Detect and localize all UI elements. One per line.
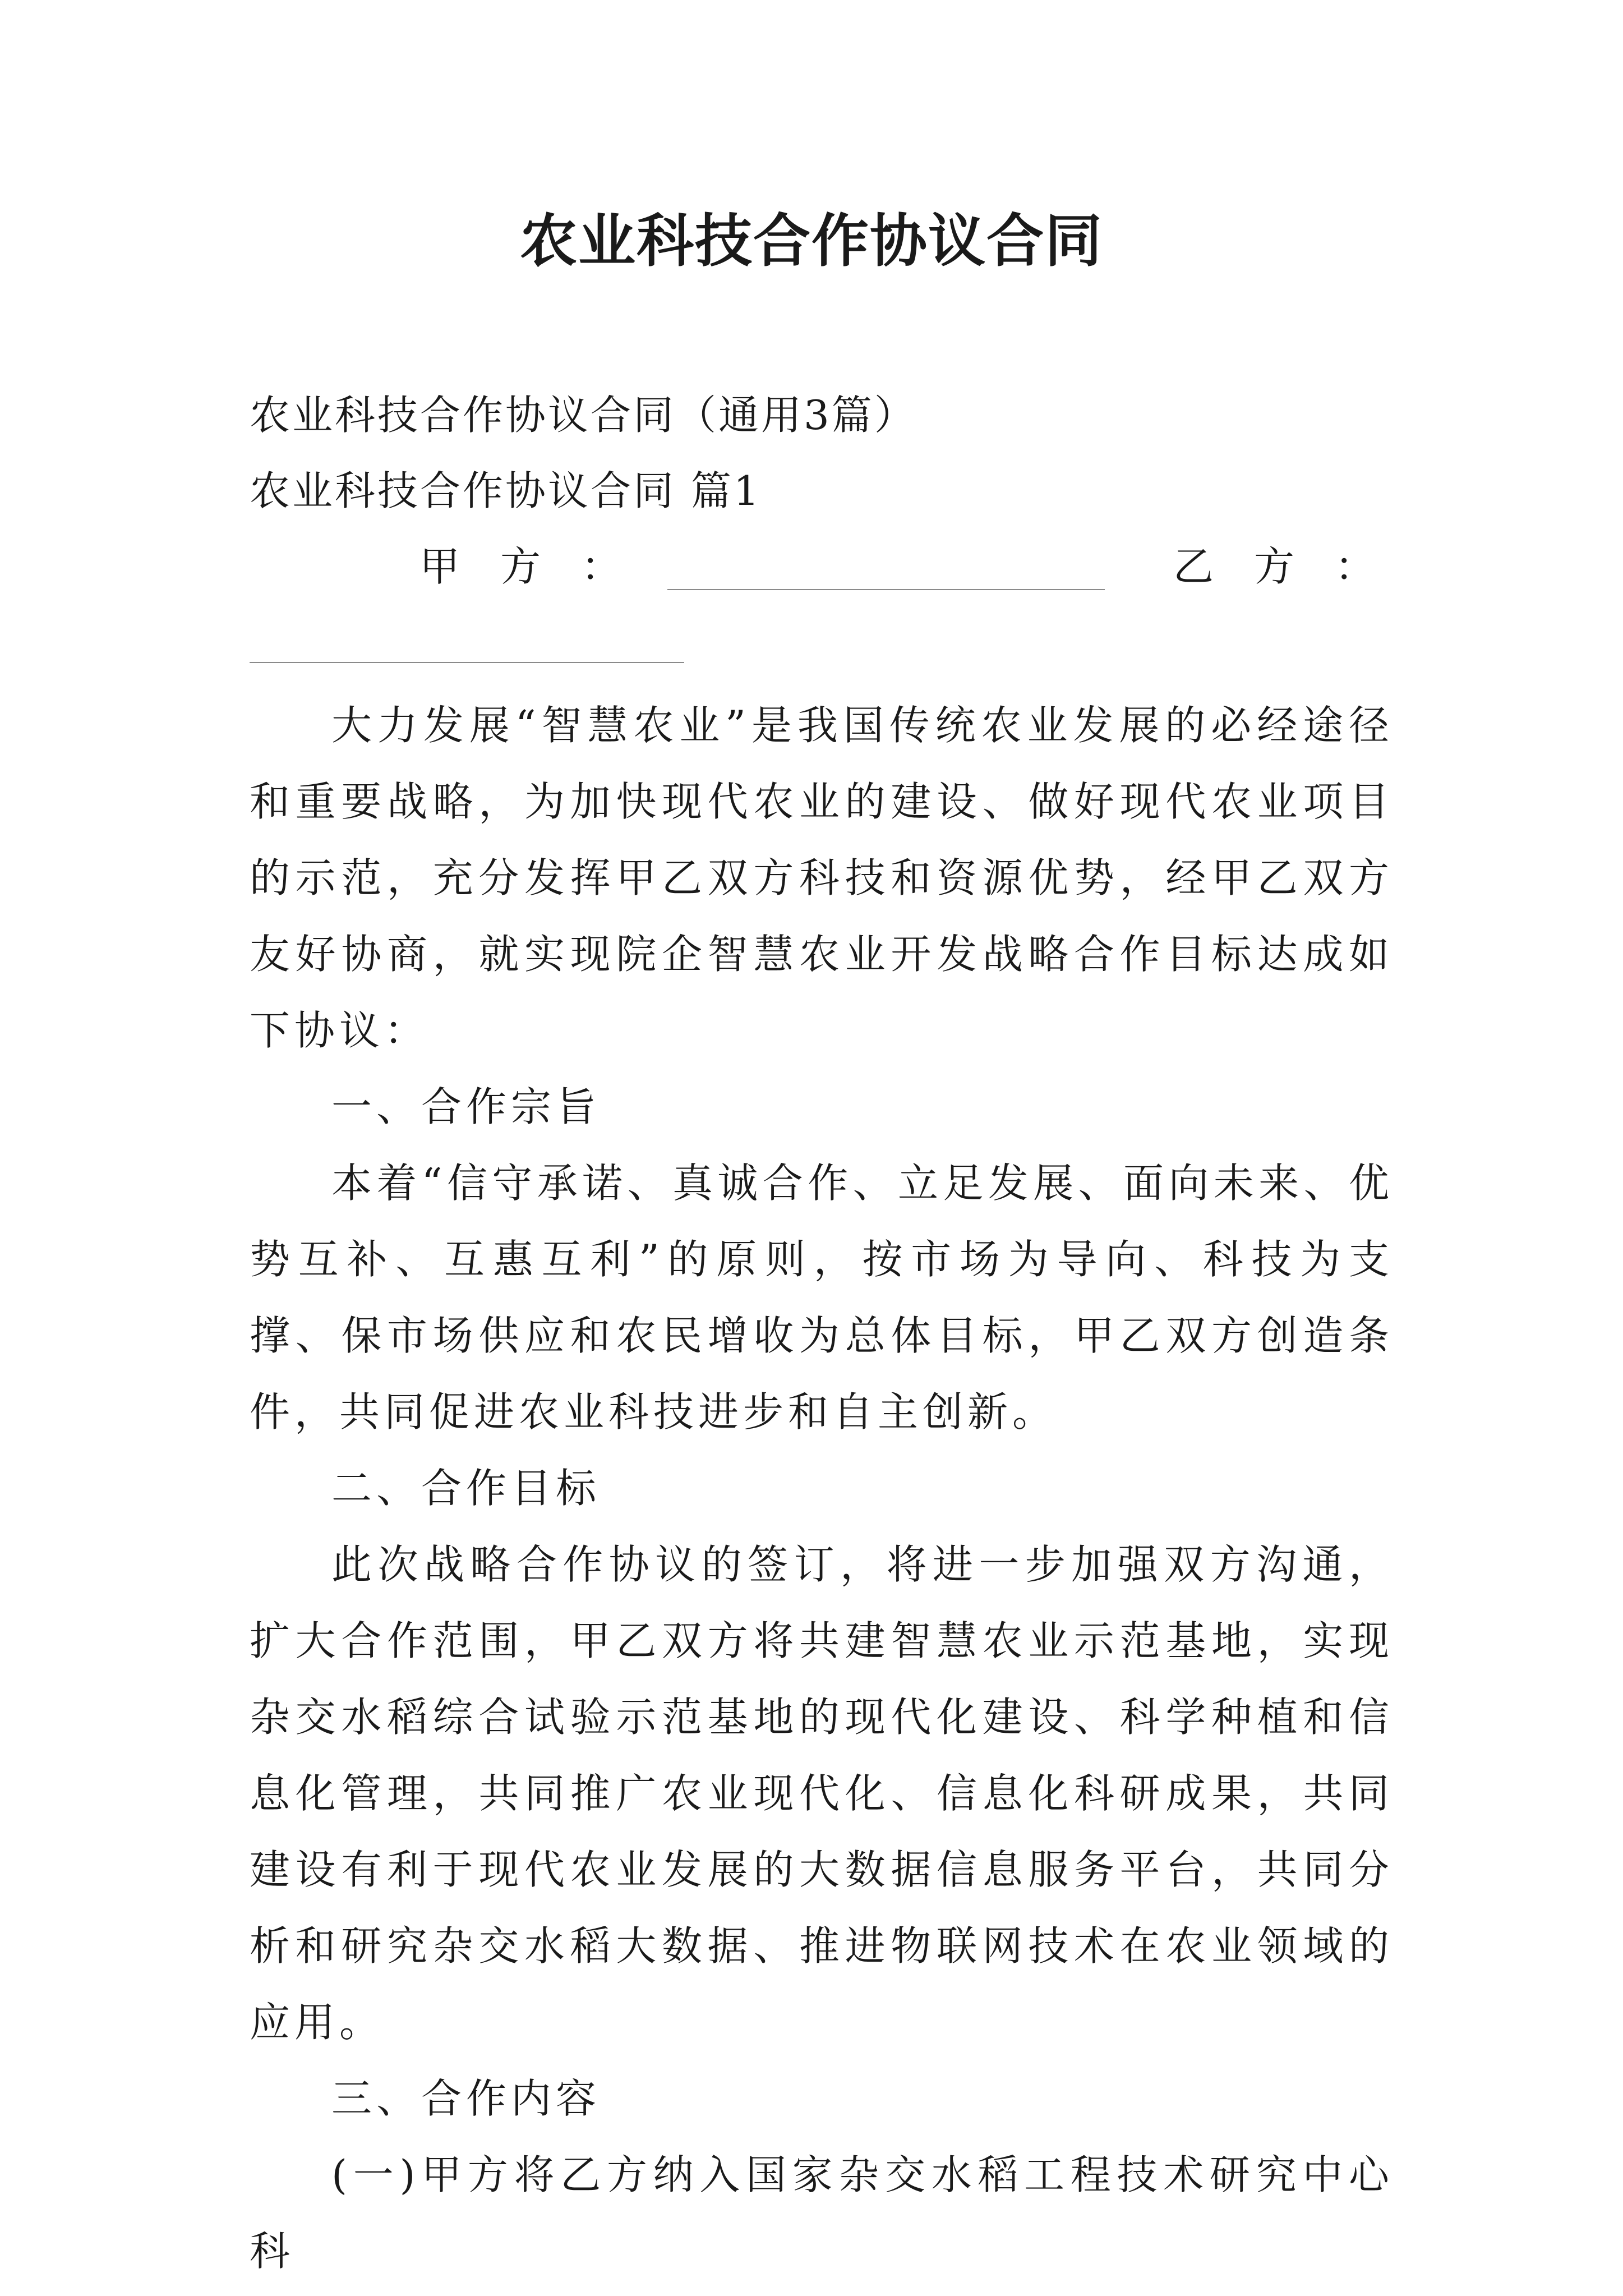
party-a-blank [667, 588, 1105, 590]
party-b-blank [250, 661, 684, 663]
party-a-label: 甲 方 ： [419, 543, 622, 590]
document-body [250, 687, 1394, 2289]
document-title: 农业科技合作协议合同 [520, 208, 1103, 275]
purpose-paragraph: 本着“信守承诺、真诚合作、立足发展、面向未来、优势互补、互惠互利”的原则，按市场为导向、科技为支撑、保市场供应和农民增收为总体目标，甲乙双方创造条件，共同促进农业科技进步和自主创新。 [250, 1159, 1394, 1435]
party-row [0, 539, 1623, 600]
goals-paragraph: 此次战略合作协议的签订，将进一步加强双方沟通，扩大合作范围，甲乙双方将共建智慧农业示范基地，实现杂交水稻综合试验示范基地的现代化建设、科学种植和信息化管理，共同推广农业现代化、信息化科研成果，共同建设有利于现代农业发展的大数据信息服务平台，共同分析和研究杂交水稻大数据、推进物联网技术在农业领域的应用。 [250, 1541, 1394, 2046]
party-b-label: 乙 方 ： [1173, 543, 1376, 590]
part-line: 农业科技合作协议合同 篇1 [250, 467, 762, 514]
subtitle-line: 农业科技合作协议合同（通用3篇） [250, 392, 917, 439]
section-heading-goals: 二、合作目标 [331, 1465, 601, 1512]
intro-paragraph: 大力发展“智慧农业”是我国传统农业发展的必经途径和重要战略，为加快现代农业的建设、做好现代农业项目的示范，充分发挥甲乙双方科技和资源优势，经甲乙双方友好协商，就实现院企智慧农业开发战略合作目标达成如下协议： [250, 702, 1394, 1054]
section-heading-content: 三、合作内容 [331, 2075, 601, 2122]
content-paragraph: (一)甲方将乙方纳入国家杂交水稻工程技术研究中心科 [250, 2151, 1394, 2275]
section-heading-purpose: 一、合作宗旨 [331, 1083, 601, 1130]
